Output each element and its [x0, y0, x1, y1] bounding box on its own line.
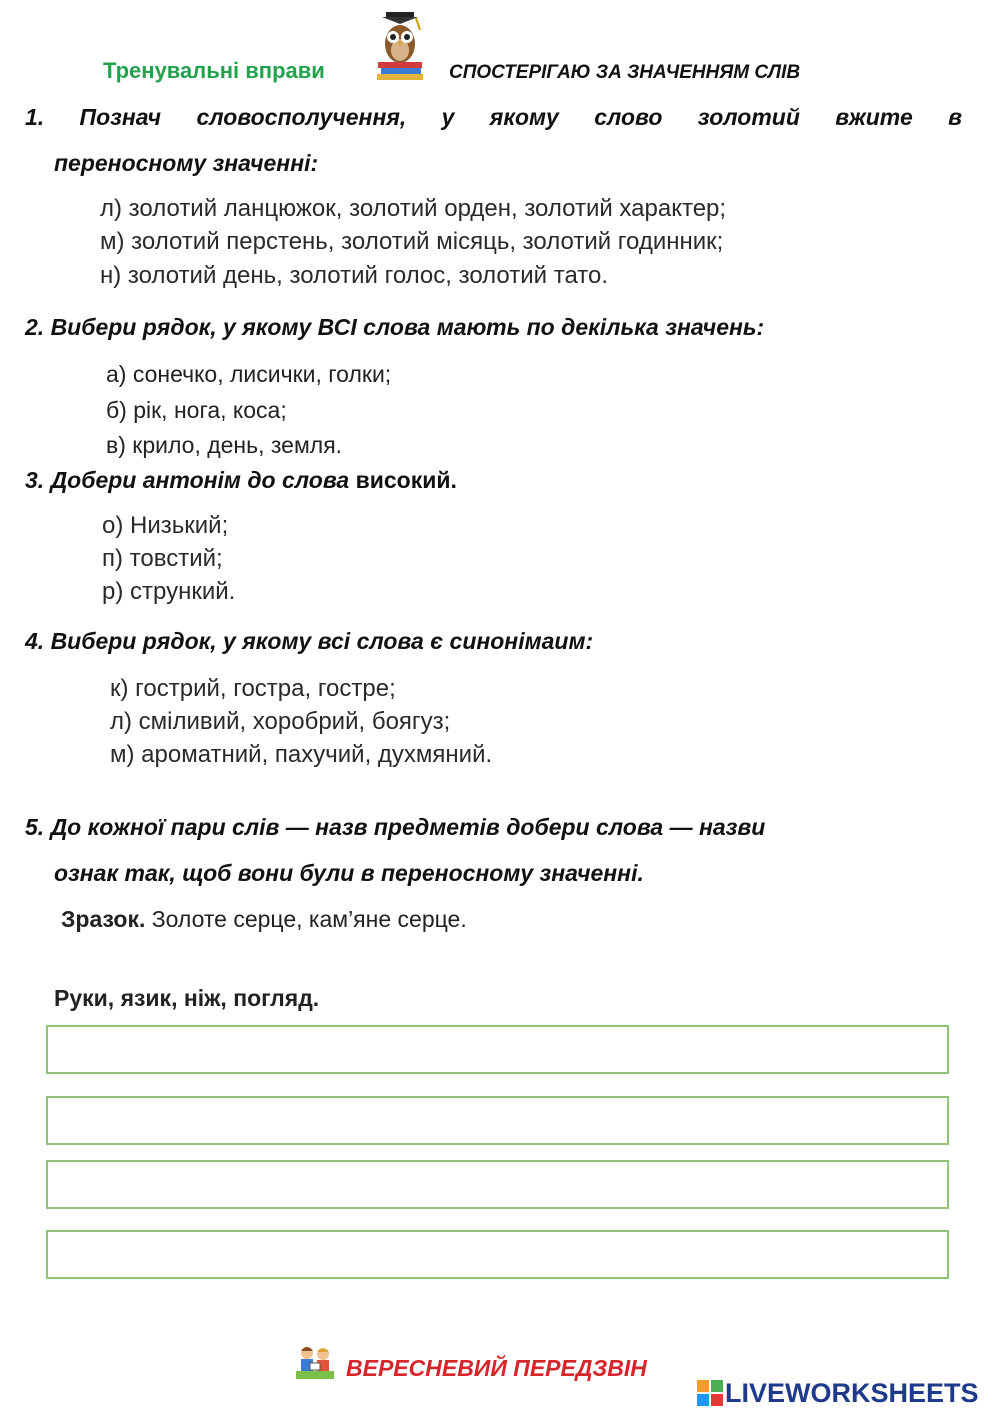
- sample-label: Зразок.: [61, 906, 146, 932]
- q4-option-l[interactable]: л) сміливий, хоробрий, боягуз;: [110, 708, 451, 735]
- footer-title: ВЕРЕСНЕВИЙ ПЕРЕДЗВІН: [346, 1355, 647, 1381]
- q1-option-m[interactable]: м) золотий перстень, золотий місяць, золотий годинник;: [100, 228, 724, 255]
- children-reading-icon: [296, 1345, 334, 1379]
- answer-field-3[interactable]: [46, 1160, 949, 1209]
- liveworksheets-logo: [697, 1378, 979, 1408]
- sample: [61, 906, 467, 933]
- q1-option-n[interactable]: н) золотий день, золотий голос, золотий тато.: [100, 262, 609, 289]
- q2-option-a[interactable]: а) сонечко, лисички, голки;: [106, 361, 392, 387]
- liveworksheets-brand: LIVEWORKSHEETS: [725, 1377, 979, 1408]
- answer-field-2[interactable]: [46, 1096, 949, 1145]
- header-right-title: СПОСТЕРІГАЮ ЗА ЗНАЧЕННЯМ СЛІВ: [449, 62, 801, 83]
- q2-option-v[interactable]: в) крило, день, земля.: [106, 432, 343, 458]
- q4-option-k[interactable]: к) гострий, гостра, гостре;: [110, 675, 396, 702]
- answer-field-4[interactable]: [46, 1230, 949, 1279]
- question-4: 4. Вибери рядок, у якому всі слова є синонімаим:: [25, 628, 594, 654]
- answer-field-1[interactable]: [46, 1025, 949, 1074]
- q1-option-l[interactable]: л) золотий ланцюжок, золотий орден, золотий характер;: [100, 195, 727, 222]
- q3-option-o[interactable]: о) Низький;: [102, 512, 229, 539]
- q3-option-r[interactable]: р) стрункий.: [102, 578, 236, 605]
- question-3-text: 3. Добери антонім до слова: [25, 467, 350, 493]
- q3-option-p[interactable]: п) товстий;: [102, 545, 223, 572]
- liveworksheets-icon: [697, 1380, 723, 1406]
- sample-text: Золоте серце, кам’яне серце.: [145, 906, 467, 932]
- question-1-line-1: 1. Познач словосполучення, у якому слово золотий вжите в: [25, 104, 962, 130]
- q4-option-m[interactable]: м) ароматний, пахучий, духмяний.: [110, 741, 493, 768]
- question-3-word: високий.: [349, 467, 457, 493]
- question-3: [25, 467, 457, 494]
- question-5-line-1: 5. До кожної пари слів — назв предметів добери слова — назви: [25, 814, 766, 840]
- question-2: 2. Вибери рядок, у якому ВСІ слова мають по декілька значень:: [25, 314, 765, 340]
- q5-words: Руки, язик, ніж, погляд.: [54, 985, 320, 1011]
- question-1-line-2: переносному значенні:: [54, 150, 319, 176]
- header-left-title: Тренувальні вправи: [103, 58, 325, 83]
- owl-with-books-icon: [372, 10, 428, 82]
- q2-option-b[interactable]: б) рік, нога, коса;: [106, 397, 287, 423]
- question-5-line-2: ознак так, щоб вони були в переносному значенні.: [54, 860, 644, 886]
